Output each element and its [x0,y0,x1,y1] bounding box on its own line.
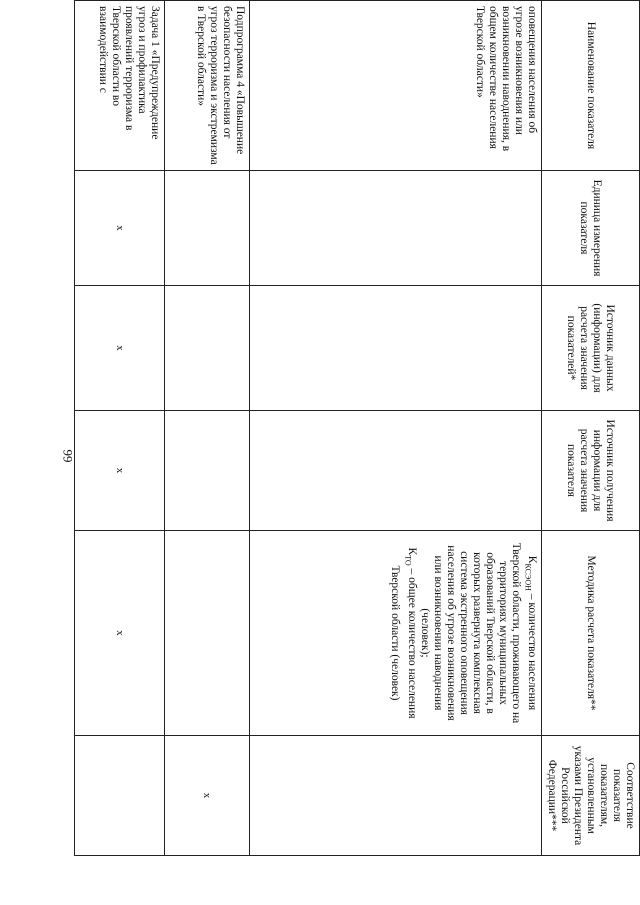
cell-name: Подпрограмма 4 «Повышение безопасности населения от угроз терроризма и экстремизма в Тверской области» [165,1,250,171]
method-k1: $К_{КСЭОН}$ – количество населения Тверской области, проживающего на территориях муниципальных образований Тверской области, в которых развернута комплексная система экстренного оповещения населения об угрозе возникновения или возникновении наводнения (человек); [418,542,538,724]
cell-compliance [250,736,542,856]
cell-source-data [165,286,250,411]
header-source-info: Источник получения информации для расчета значения показателя [542,411,640,531]
cell-source-info [165,411,250,531]
cell-method [250,531,542,736]
header-source-data: Источник данных (информации) для расчета значения показателей* [542,286,640,411]
cell-method [165,531,250,736]
table-row [75,1,165,856]
header-compliance: Соответствие показателя показателям, установленным указами Президента Российской Федерации*** [542,736,640,856]
cell-unit [250,171,542,286]
cell-source-info [250,411,542,531]
cell-unit: x [75,171,165,286]
cell-method: x [75,531,165,736]
header-method: Методика расчета показателя** [542,531,640,736]
method-k2: $К_{ТО}$ – общее количество населения Тверской области (человек) [389,547,418,719]
page-number: 66 [60,449,75,463]
cell-unit [165,171,250,286]
cell-compliance [75,736,165,856]
table-header-row [542,1,640,856]
rotated-table-container [95,0,640,855]
cell-source-data: x [75,286,165,411]
cell-source-data [250,286,542,411]
table-row [165,1,250,856]
cell-compliance: x [165,736,250,856]
cell-name: оповещения населения об угрозе возникновения или возникновении наводнения, в общем количестве населения Тверской области» [250,1,542,171]
header-name: Наименование показателя [542,1,640,171]
cell-name: Задача 1 «Предупреждение угроз и профилактика проявлений терроризма в Тверской области во взаимодействии с [75,1,165,171]
header-unit: Единица измерения показателя [542,171,640,286]
table-row [250,1,542,856]
indicators-table [74,0,640,856]
cell-source-info: x [75,411,165,531]
